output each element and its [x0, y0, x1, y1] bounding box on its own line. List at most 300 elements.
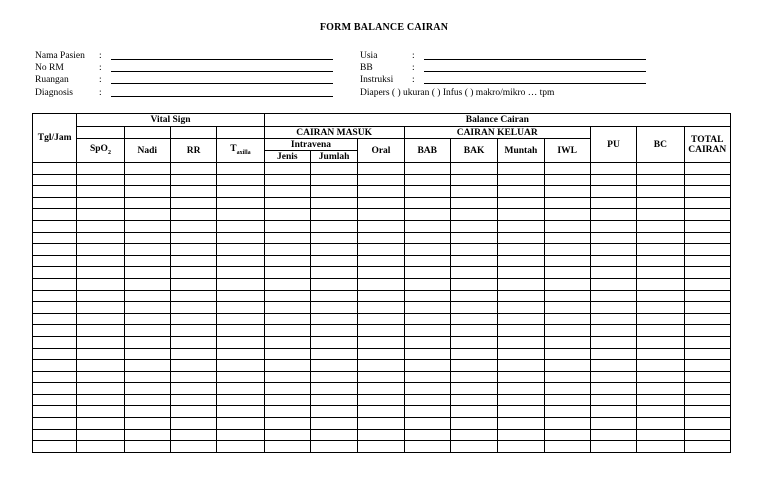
table-cell[interactable]: [637, 302, 684, 314]
table-cell[interactable]: [124, 163, 170, 175]
table-cell[interactable]: [544, 174, 590, 186]
table-cell[interactable]: [77, 232, 124, 244]
table-cell[interactable]: [404, 406, 450, 418]
table-cell[interactable]: [264, 360, 310, 372]
field-input-line[interactable]: [111, 59, 333, 60]
table-cell[interactable]: [77, 186, 124, 198]
table-cell[interactable]: [264, 336, 310, 348]
table-cell[interactable]: [450, 313, 497, 325]
table-cell[interactable]: [77, 209, 124, 221]
table-cell[interactable]: [637, 406, 684, 418]
table-cell[interactable]: [404, 360, 450, 372]
table-cell[interactable]: [590, 278, 636, 290]
table-cell[interactable]: [544, 302, 590, 314]
table-cell[interactable]: [124, 336, 170, 348]
table-cell[interactable]: [450, 220, 497, 232]
table-cell[interactable]: [684, 290, 731, 302]
table-cell[interactable]: [498, 174, 544, 186]
table-cell[interactable]: [170, 186, 216, 198]
table-cell[interactable]: [170, 429, 216, 441]
table-cell[interactable]: [450, 278, 497, 290]
table-cell[interactable]: [217, 348, 264, 360]
table-cell[interactable]: [637, 418, 684, 430]
table-cell[interactable]: [404, 325, 450, 337]
field-input-line[interactable]: [424, 71, 646, 72]
table-cell[interactable]: [498, 209, 544, 221]
table-cell[interactable]: [124, 429, 170, 441]
table-cell[interactable]: [544, 406, 590, 418]
table-cell[interactable]: [170, 418, 216, 430]
table-cell[interactable]: [450, 232, 497, 244]
table-cell[interactable]: [310, 267, 357, 279]
field-input-line[interactable]: [111, 83, 333, 84]
table-cell[interactable]: [310, 232, 357, 244]
table-cell[interactable]: [124, 313, 170, 325]
table-cell[interactable]: [684, 302, 731, 314]
table-cell[interactable]: [404, 313, 450, 325]
table-cell[interactable]: [404, 371, 450, 383]
table-cell[interactable]: [310, 348, 357, 360]
table-cell[interactable]: [77, 174, 124, 186]
table-cell[interactable]: [358, 267, 404, 279]
table-cell[interactable]: [124, 418, 170, 430]
table-cell[interactable]: [637, 325, 684, 337]
table-cell[interactable]: [217, 383, 264, 395]
table-cell[interactable]: [358, 209, 404, 221]
table-cell[interactable]: [590, 255, 636, 267]
table-cell[interactable]: [450, 302, 497, 314]
table-cell[interactable]: [264, 371, 310, 383]
table-cell[interactable]: [77, 360, 124, 372]
table-cell[interactable]: [498, 348, 544, 360]
table-cell[interactable]: [684, 406, 731, 418]
table-cell[interactable]: [404, 418, 450, 430]
table-cell[interactable]: [684, 174, 731, 186]
table-cell[interactable]: [404, 302, 450, 314]
table-cell[interactable]: [217, 255, 264, 267]
table-cell[interactable]: [77, 325, 124, 337]
table-cell[interactable]: [544, 383, 590, 395]
table-cell[interactable]: [124, 278, 170, 290]
table-cell[interactable]: [310, 383, 357, 395]
table-cell[interactable]: [170, 174, 216, 186]
table-cell[interactable]: [170, 441, 216, 453]
table-cell[interactable]: [264, 163, 310, 175]
table-cell[interactable]: [404, 244, 450, 256]
table-cell[interactable]: [264, 302, 310, 314]
table-cell[interactable]: [264, 383, 310, 395]
table-cell[interactable]: [590, 418, 636, 430]
table-cell[interactable]: [33, 232, 77, 244]
table-cell[interactable]: [33, 267, 77, 279]
table-cell[interactable]: [310, 290, 357, 302]
table-cell[interactable]: [637, 232, 684, 244]
table-cell[interactable]: [450, 209, 497, 221]
table-cell[interactable]: [358, 313, 404, 325]
table-cell[interactable]: [404, 163, 450, 175]
table-cell[interactable]: [544, 220, 590, 232]
table-cell[interactable]: [590, 313, 636, 325]
table-cell[interactable]: [358, 163, 404, 175]
table-cell[interactable]: [217, 209, 264, 221]
table-cell[interactable]: [498, 267, 544, 279]
table-cell[interactable]: [77, 418, 124, 430]
table-cell[interactable]: [264, 232, 310, 244]
table-cell[interactable]: [33, 429, 77, 441]
table-cell[interactable]: [684, 360, 731, 372]
table-cell[interactable]: [637, 313, 684, 325]
table-cell[interactable]: [544, 360, 590, 372]
table-cell[interactable]: [217, 244, 264, 256]
table-cell[interactable]: [170, 371, 216, 383]
table-cell[interactable]: [498, 313, 544, 325]
table-cell[interactable]: [310, 325, 357, 337]
table-cell[interactable]: [264, 186, 310, 198]
table-cell[interactable]: [170, 232, 216, 244]
table-cell[interactable]: [217, 394, 264, 406]
table-cell[interactable]: [264, 267, 310, 279]
table-cell[interactable]: [33, 186, 77, 198]
table-cell[interactable]: [404, 290, 450, 302]
table-cell[interactable]: [33, 394, 77, 406]
table-cell[interactable]: [404, 197, 450, 209]
table-cell[interactable]: [264, 244, 310, 256]
table-cell[interactable]: [77, 267, 124, 279]
table-cell[interactable]: [264, 313, 310, 325]
table-cell[interactable]: [498, 197, 544, 209]
table-cell[interactable]: [450, 441, 497, 453]
table-cell[interactable]: [404, 267, 450, 279]
table-cell[interactable]: [217, 441, 264, 453]
table-cell[interactable]: [637, 441, 684, 453]
table-cell[interactable]: [404, 336, 450, 348]
table-cell[interactable]: [498, 302, 544, 314]
table-cell[interactable]: [637, 290, 684, 302]
table-cell[interactable]: [33, 209, 77, 221]
table-cell[interactable]: [77, 255, 124, 267]
table-cell[interactable]: [498, 360, 544, 372]
table-cell[interactable]: [310, 371, 357, 383]
table-cell[interactable]: [404, 348, 450, 360]
table-cell[interactable]: [170, 360, 216, 372]
table-cell[interactable]: [544, 348, 590, 360]
table-cell[interactable]: [358, 220, 404, 232]
table-cell[interactable]: [637, 197, 684, 209]
field-input-line[interactable]: [424, 59, 646, 60]
table-cell[interactable]: [33, 174, 77, 186]
table-cell[interactable]: [33, 336, 77, 348]
table-cell[interactable]: [264, 394, 310, 406]
table-cell[interactable]: [450, 360, 497, 372]
table-cell[interactable]: [310, 244, 357, 256]
table-cell[interactable]: [124, 197, 170, 209]
table-cell[interactable]: [358, 406, 404, 418]
table-cell[interactable]: [404, 186, 450, 198]
table-cell[interactable]: [544, 418, 590, 430]
table-cell[interactable]: [33, 313, 77, 325]
table-cell[interactable]: [404, 383, 450, 395]
table-cell[interactable]: [217, 174, 264, 186]
table-cell[interactable]: [637, 186, 684, 198]
table-cell[interactable]: [124, 244, 170, 256]
table-cell[interactable]: [77, 163, 124, 175]
table-cell[interactable]: [77, 244, 124, 256]
table-cell[interactable]: [170, 255, 216, 267]
table-cell[interactable]: [684, 336, 731, 348]
table-cell[interactable]: [358, 360, 404, 372]
table-cell[interactable]: [450, 163, 497, 175]
table-cell[interactable]: [217, 360, 264, 372]
table-cell[interactable]: [358, 429, 404, 441]
table-cell[interactable]: [590, 325, 636, 337]
table-cell[interactable]: [33, 348, 77, 360]
table-cell[interactable]: [77, 278, 124, 290]
table-cell[interactable]: [684, 220, 731, 232]
table-cell[interactable]: [33, 325, 77, 337]
table-cell[interactable]: [124, 267, 170, 279]
table-cell[interactable]: [217, 313, 264, 325]
table-cell[interactable]: [544, 255, 590, 267]
field-input-line[interactable]: [424, 83, 646, 84]
table-cell[interactable]: [33, 244, 77, 256]
table-cell[interactable]: [310, 313, 357, 325]
table-cell[interactable]: [637, 209, 684, 221]
table-cell[interactable]: [124, 394, 170, 406]
table-cell[interactable]: [358, 348, 404, 360]
table-cell[interactable]: [33, 360, 77, 372]
table-cell[interactable]: [544, 267, 590, 279]
table-cell[interactable]: [544, 441, 590, 453]
table-cell[interactable]: [637, 220, 684, 232]
table-cell[interactable]: [590, 197, 636, 209]
table-cell[interactable]: [404, 429, 450, 441]
table-cell[interactable]: [124, 232, 170, 244]
table-cell[interactable]: [498, 371, 544, 383]
field-input-line[interactable]: [111, 96, 333, 97]
table-cell[interactable]: [77, 371, 124, 383]
table-cell[interactable]: [124, 406, 170, 418]
table-cell[interactable]: [590, 163, 636, 175]
table-cell[interactable]: [637, 244, 684, 256]
table-cell[interactable]: [358, 290, 404, 302]
table-cell[interactable]: [498, 336, 544, 348]
table-cell[interactable]: [358, 418, 404, 430]
table-cell[interactable]: [170, 383, 216, 395]
table-cell[interactable]: [310, 336, 357, 348]
table-cell[interactable]: [170, 197, 216, 209]
table-cell[interactable]: [358, 325, 404, 337]
table-cell[interactable]: [170, 313, 216, 325]
table-cell[interactable]: [498, 163, 544, 175]
table-cell[interactable]: [217, 267, 264, 279]
table-cell[interactable]: [170, 209, 216, 221]
table-cell[interactable]: [684, 163, 731, 175]
table-cell[interactable]: [77, 429, 124, 441]
table-cell[interactable]: [544, 313, 590, 325]
table-cell[interactable]: [264, 325, 310, 337]
table-cell[interactable]: [404, 394, 450, 406]
table-cell[interactable]: [264, 255, 310, 267]
table-cell[interactable]: [77, 406, 124, 418]
table-cell[interactable]: [264, 174, 310, 186]
table-cell[interactable]: [264, 278, 310, 290]
table-cell[interactable]: [217, 186, 264, 198]
table-cell[interactable]: [264, 290, 310, 302]
table-cell[interactable]: [498, 406, 544, 418]
table-cell[interactable]: [124, 348, 170, 360]
table-cell[interactable]: [124, 441, 170, 453]
table-cell[interactable]: [450, 197, 497, 209]
table-cell[interactable]: [358, 336, 404, 348]
table-cell[interactable]: [544, 325, 590, 337]
table-cell[interactable]: [637, 360, 684, 372]
table-cell[interactable]: [358, 232, 404, 244]
table-cell[interactable]: [170, 406, 216, 418]
table-cell[interactable]: [358, 394, 404, 406]
table-cell[interactable]: [33, 441, 77, 453]
table-cell[interactable]: [450, 174, 497, 186]
table-cell[interactable]: [33, 278, 77, 290]
table-cell[interactable]: [358, 383, 404, 395]
table-cell[interactable]: [544, 394, 590, 406]
table-cell[interactable]: [498, 278, 544, 290]
table-cell[interactable]: [33, 418, 77, 430]
table-cell[interactable]: [498, 244, 544, 256]
table-cell[interactable]: [450, 394, 497, 406]
table-cell[interactable]: [544, 186, 590, 198]
table-cell[interactable]: [170, 325, 216, 337]
table-cell[interactable]: [637, 255, 684, 267]
table-cell[interactable]: [358, 302, 404, 314]
table-cell[interactable]: [33, 371, 77, 383]
table-cell[interactable]: [310, 163, 357, 175]
table-cell[interactable]: [170, 348, 216, 360]
table-cell[interactable]: [310, 197, 357, 209]
table-cell[interactable]: [124, 220, 170, 232]
table-cell[interactable]: [590, 290, 636, 302]
table-cell[interactable]: [684, 371, 731, 383]
table-cell[interactable]: [310, 441, 357, 453]
table-cell[interactable]: [590, 220, 636, 232]
table-cell[interactable]: [358, 278, 404, 290]
table-cell[interactable]: [77, 302, 124, 314]
table-cell[interactable]: [310, 302, 357, 314]
table-cell[interactable]: [33, 290, 77, 302]
field-input-line[interactable]: [111, 71, 333, 72]
table-cell[interactable]: [450, 418, 497, 430]
table-cell[interactable]: [217, 406, 264, 418]
table-cell[interactable]: [637, 371, 684, 383]
table-cell[interactable]: [217, 278, 264, 290]
table-cell[interactable]: [310, 255, 357, 267]
table-cell[interactable]: [264, 197, 310, 209]
table-cell[interactable]: [77, 441, 124, 453]
table-cell[interactable]: [404, 209, 450, 221]
table-cell[interactable]: [450, 244, 497, 256]
table-cell[interactable]: [590, 186, 636, 198]
table-cell[interactable]: [498, 429, 544, 441]
table-cell[interactable]: [404, 220, 450, 232]
table-cell[interactable]: [33, 197, 77, 209]
table-cell[interactable]: [684, 209, 731, 221]
table-cell[interactable]: [450, 267, 497, 279]
table-cell[interactable]: [544, 290, 590, 302]
table-cell[interactable]: [77, 394, 124, 406]
table-cell[interactable]: [637, 336, 684, 348]
table-cell[interactable]: [77, 290, 124, 302]
table-cell[interactable]: [170, 220, 216, 232]
table-cell[interactable]: [684, 255, 731, 267]
table-cell[interactable]: [590, 394, 636, 406]
table-cell[interactable]: [544, 163, 590, 175]
table-cell[interactable]: [124, 174, 170, 186]
table-cell[interactable]: [264, 441, 310, 453]
table-cell[interactable]: [498, 290, 544, 302]
table-cell[interactable]: [310, 394, 357, 406]
table-cell[interactable]: [310, 360, 357, 372]
table-cell[interactable]: [590, 244, 636, 256]
table-cell[interactable]: [684, 267, 731, 279]
table-cell[interactable]: [310, 418, 357, 430]
table-cell[interactable]: [358, 197, 404, 209]
table-cell[interactable]: [264, 209, 310, 221]
table-cell[interactable]: [498, 232, 544, 244]
table-cell[interactable]: [124, 255, 170, 267]
table-cell[interactable]: [217, 325, 264, 337]
table-cell[interactable]: [77, 336, 124, 348]
table-cell[interactable]: [217, 429, 264, 441]
table-cell[interactable]: [498, 383, 544, 395]
table-cell[interactable]: [450, 290, 497, 302]
table-cell[interactable]: [310, 220, 357, 232]
table-cell[interactable]: [217, 418, 264, 430]
table-cell[interactable]: [77, 348, 124, 360]
table-cell[interactable]: [217, 197, 264, 209]
table-cell[interactable]: [498, 325, 544, 337]
table-cell[interactable]: [264, 406, 310, 418]
table-cell[interactable]: [170, 336, 216, 348]
table-cell[interactable]: [124, 383, 170, 395]
table-cell[interactable]: [310, 174, 357, 186]
table-cell[interactable]: [124, 371, 170, 383]
table-cell[interactable]: [358, 441, 404, 453]
table-cell[interactable]: [684, 278, 731, 290]
table-cell[interactable]: [33, 163, 77, 175]
table-cell[interactable]: [124, 290, 170, 302]
table-cell[interactable]: [404, 278, 450, 290]
table-cell[interactable]: [310, 429, 357, 441]
table-cell[interactable]: [264, 348, 310, 360]
table-cell[interactable]: [33, 302, 77, 314]
table-cell[interactable]: [217, 232, 264, 244]
table-cell[interactable]: [684, 244, 731, 256]
table-cell[interactable]: [124, 186, 170, 198]
table-cell[interactable]: [124, 360, 170, 372]
table-cell[interactable]: [358, 371, 404, 383]
table-cell[interactable]: [544, 278, 590, 290]
table-cell[interactable]: [217, 302, 264, 314]
table-cell[interactable]: [124, 209, 170, 221]
table-cell[interactable]: [450, 325, 497, 337]
table-cell[interactable]: [217, 220, 264, 232]
table-cell[interactable]: [637, 163, 684, 175]
table-cell[interactable]: [590, 383, 636, 395]
table-cell[interactable]: [637, 174, 684, 186]
table-cell[interactable]: [33, 255, 77, 267]
table-cell[interactable]: [310, 278, 357, 290]
table-cell[interactable]: [77, 220, 124, 232]
table-cell[interactable]: [590, 209, 636, 221]
